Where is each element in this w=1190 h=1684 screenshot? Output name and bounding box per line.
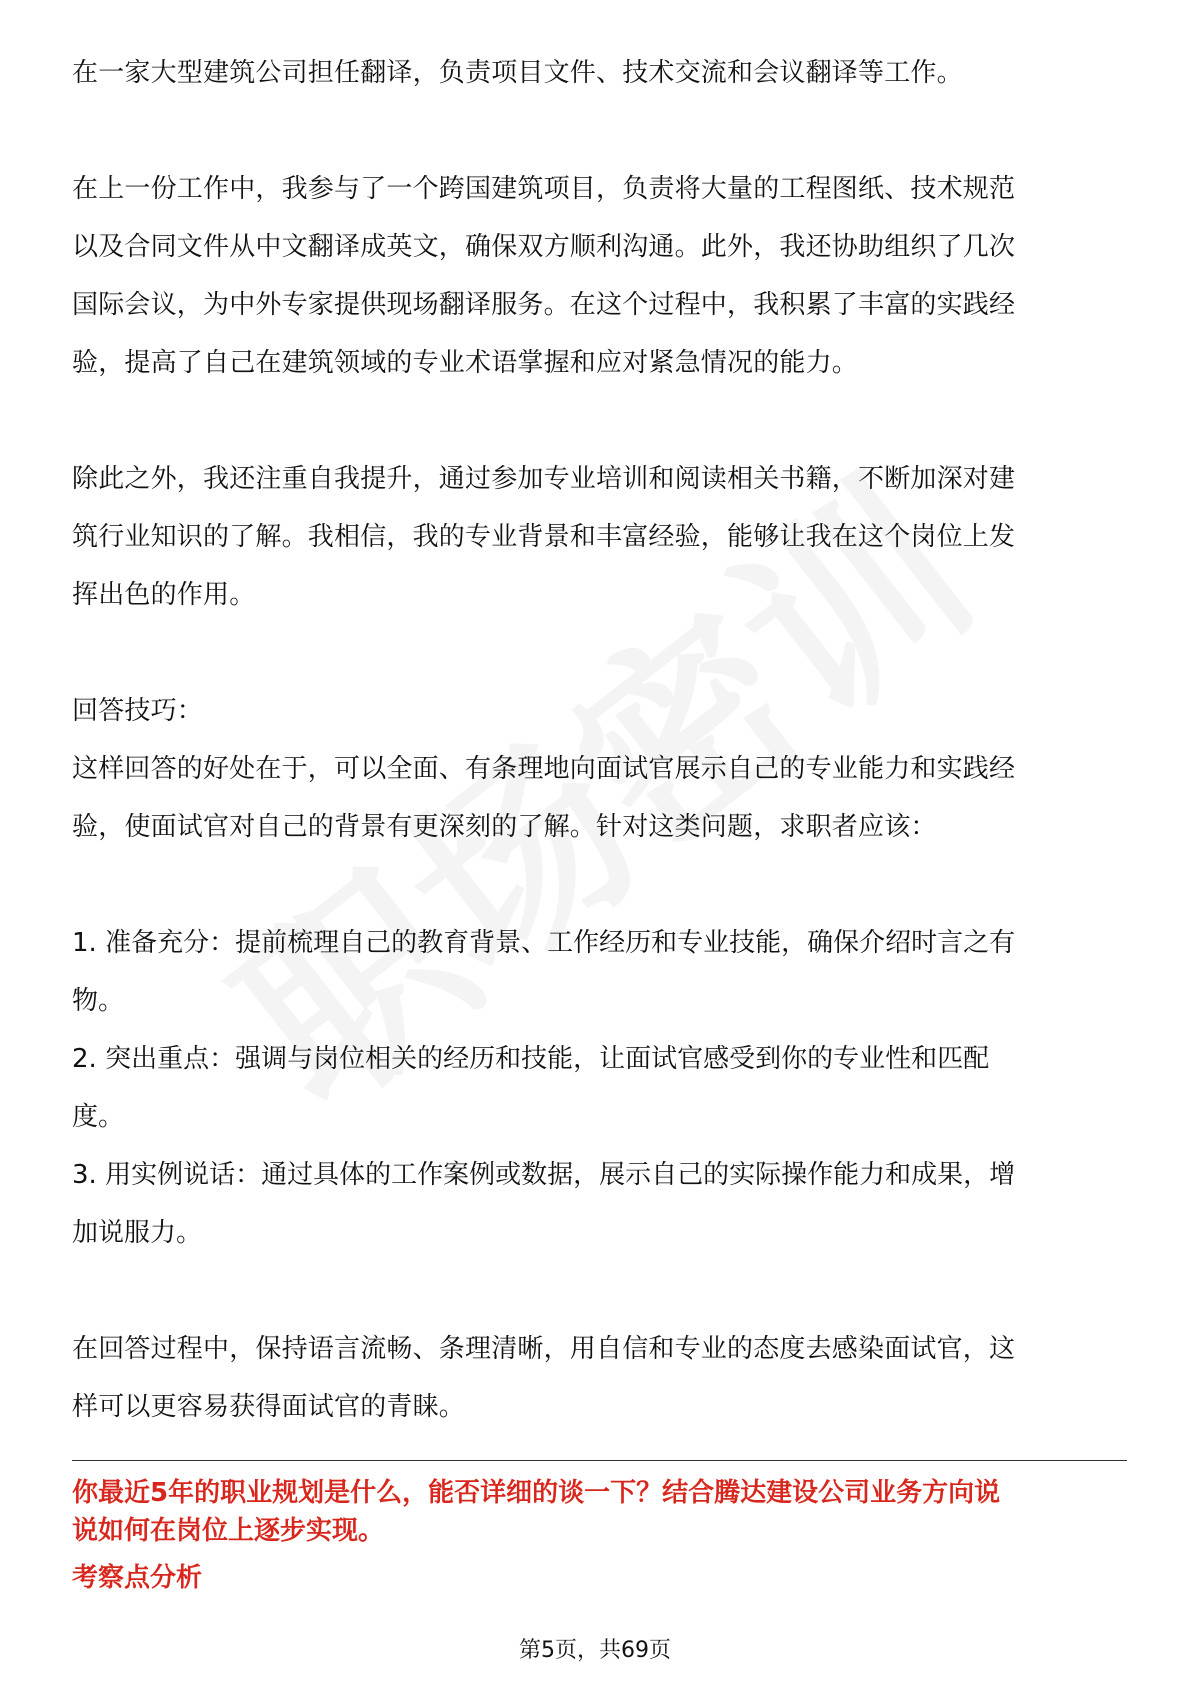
intro-line: 在一家大型建筑公司担任翻译，负责项目文件、技术交流和会议翻译等工作。	[72, 58, 963, 88]
list-item-1: 1. 准备充分：提前梳理自己的教育背景、工作经历和专业技能，确保介绍时言之有	[72, 928, 1016, 958]
tips-label: 回答技巧：	[72, 696, 204, 726]
next-question-line1: 你最近5年的职业规划是什么，能否详细的谈一下？结合腾达建设公司业务方向说	[72, 1478, 1001, 1508]
experience-line: 验，提高了自己在建筑领域的专业术语掌握和应对紧急情况的能力。	[72, 348, 859, 378]
closing-line: 样可以更容易获得面试官的青睐。	[72, 1392, 466, 1422]
experience-line: 在上一份工作中，我参与了一个跨国建筑项目，负责将大量的工程图纸、技术规范	[72, 174, 1016, 204]
answer-body	[72, 44, 1127, 1436]
tips-line: 这样回答的好处在于，可以全面、有条理地向面试官展示自己的专业能力和实践经	[72, 754, 1016, 784]
page-number: 第5页，共69页	[519, 1638, 671, 1663]
list-item-2: 2. 突出重点：强调与岗位相关的经历和技能，让面试官感受到你的专业性和匹配	[72, 1044, 990, 1074]
list-item-2-cont: 度。	[72, 1102, 125, 1132]
improvement-line: 筑行业知识的了解。我相信，我的专业背景和丰富经验，能够让我在这个岗位上发	[72, 522, 1016, 552]
list-item-3: 3. 用实例说话：通过具体的工作案例或数据，展示自己的实际操作能力和成果，增	[72, 1160, 1016, 1190]
next-question-line2: 说如何在岗位上逐步实现。	[72, 1516, 385, 1546]
section-divider	[72, 1460, 1127, 1461]
list-item-3-cont: 加说服力。	[72, 1218, 203, 1248]
improvement-line: 除此之外，我还注重自我提升，通过参加专业培训和阅读相关书籍，不断加深对建	[72, 464, 1016, 494]
analysis-heading: 考察点分析	[72, 1563, 203, 1593]
improvement-line: 挥出色的作用。	[72, 580, 256, 610]
closing-line: 在回答过程中，保持语言流畅、条理清晰，用自信和专业的态度去感染面试官，这	[72, 1334, 1016, 1364]
next-question	[72, 1474, 1132, 1550]
experience-line: 国际会议，为中外专家提供现场翻译服务。在这个过程中，我积累了丰富的实践经	[72, 290, 1016, 320]
experience-line: 以及合同文件从中文翻译成英文，确保双方顺利沟通。此外，我还协助组织了几次	[72, 232, 1016, 262]
list-item-1-cont: 物。	[72, 986, 125, 1016]
tips-line: 验，使面试官对自己的背景有更深刻的了解。针对这类问题，求职者应该：	[72, 812, 937, 842]
